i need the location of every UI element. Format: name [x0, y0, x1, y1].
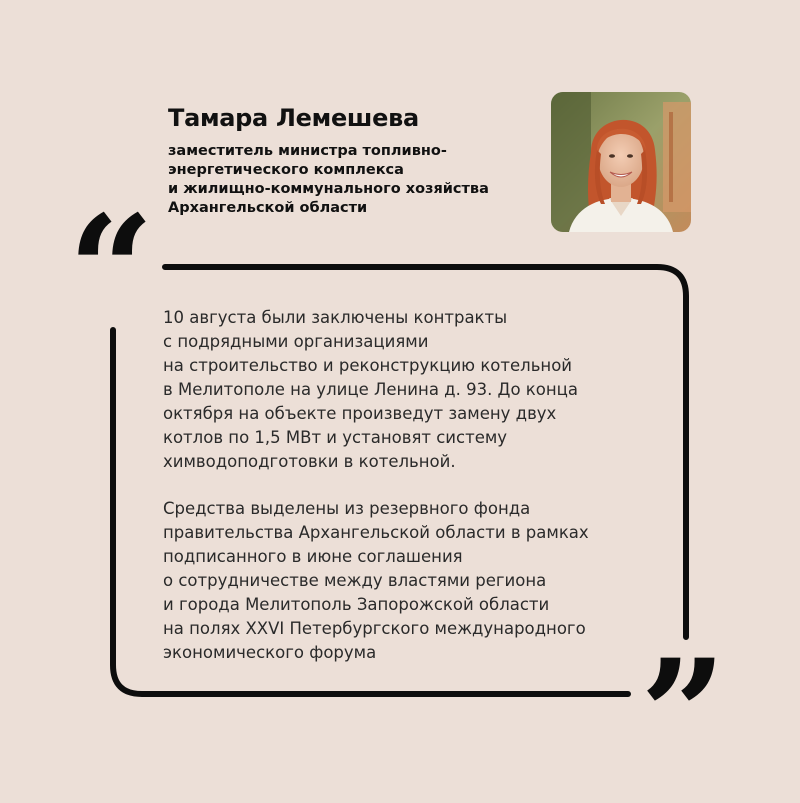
quote-text — [163, 306, 663, 688]
speaker-name: Тамара Лемешева — [168, 104, 419, 132]
position-line: энергетического комплекса — [168, 162, 404, 178]
position-line: и жилищно-коммунального хозяйства — [168, 181, 489, 197]
quote-line: на строительство и реконструкцию котельной — [163, 356, 573, 375]
quote-line: о сотрудничестве между властями региона — [163, 571, 547, 590]
quote-line: с подрядными организациями — [163, 332, 429, 351]
quote-paragraph — [163, 306, 663, 474]
position-line: Архангельской области — [168, 200, 368, 216]
quote-line: Средства выделены из резервного фонда — [163, 499, 531, 518]
quote-line: в Мелитополе на улице Ленина д. 93. До конца — [163, 380, 578, 399]
quote-line: экономического форума — [163, 643, 377, 662]
quote-line: и города Мелитополь Запорожской области — [163, 595, 550, 614]
quote-line: 10 августа были заключены контракты — [163, 308, 508, 327]
position-line: заместитель министра топливно- — [168, 143, 447, 159]
close-quote-icon: ” — [640, 627, 727, 803]
quote-line: октября на объекте произведут замену двух — [163, 404, 557, 423]
quote-line: правительства Архангельской области в рамках — [163, 523, 589, 542]
quote-paragraph — [163, 497, 663, 665]
quote-line: котлов по 1,5 МВт и установят систему — [163, 428, 508, 447]
quote-line: на полях XXVI Петербургского международного — [163, 619, 586, 638]
open-quote-icon: “ — [68, 183, 155, 359]
quote-line: химводоподготовки в котельной. — [163, 452, 456, 471]
quote-line: подписанного в июне соглашения — [163, 547, 463, 566]
